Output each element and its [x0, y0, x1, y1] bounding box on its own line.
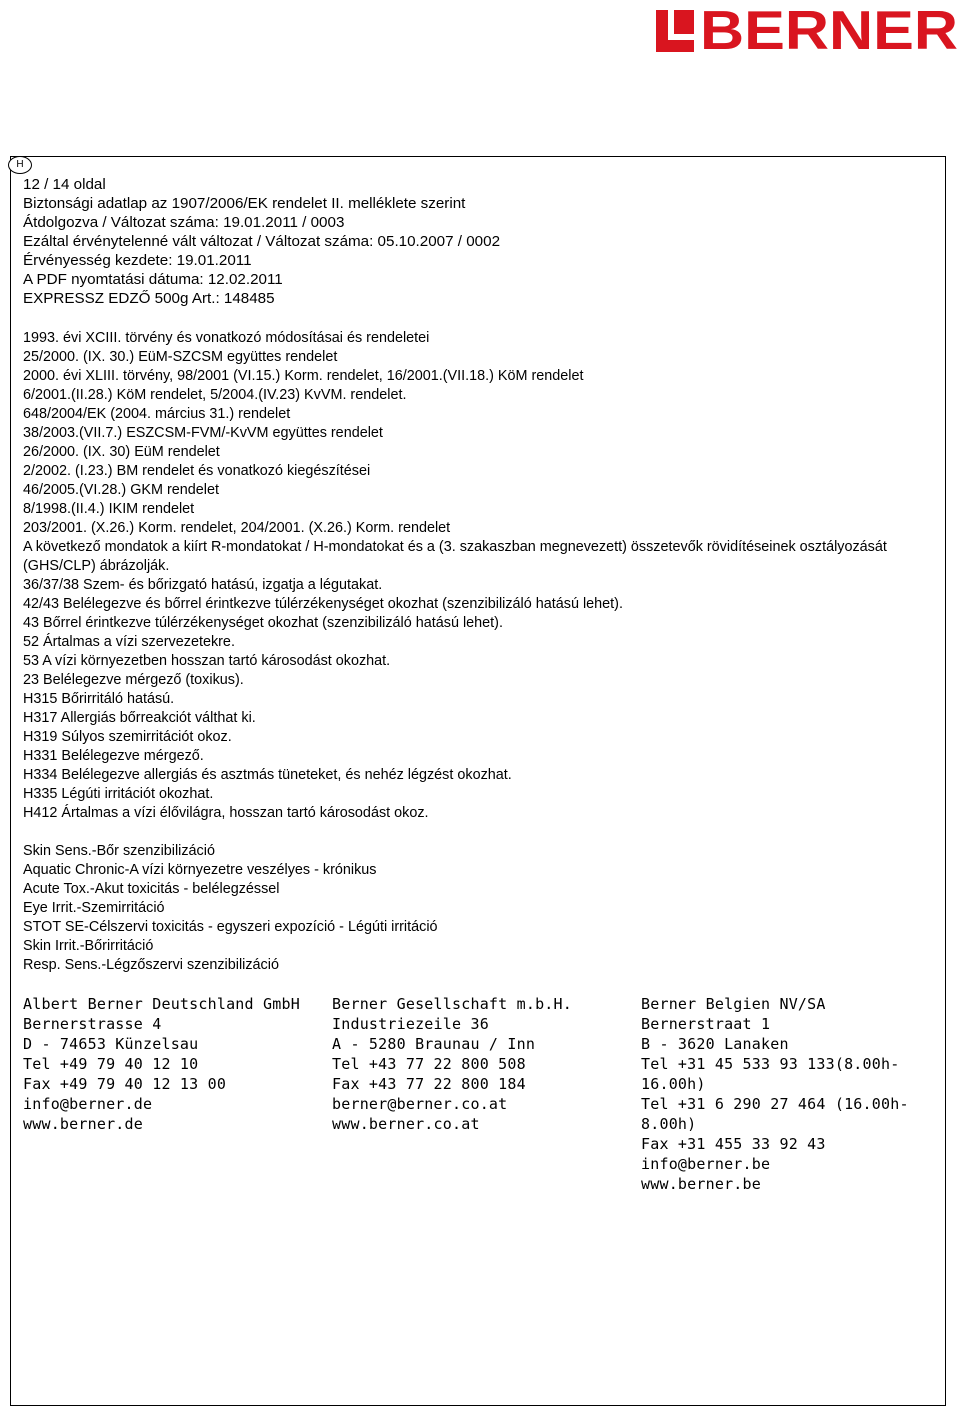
berner-logo: [656, 4, 958, 52]
abbreviation-list: [23, 842, 938, 975]
phone-hours: 16.00h): [641, 1075, 706, 1093]
law-item: 6/2001.(II.28.) KöM rendelet, 5/2004.(IV.23) KvVM. rendelet.: [23, 387, 407, 403]
law-list: [23, 329, 938, 538]
city: D - 74653 Künzelsau: [23, 1035, 199, 1053]
document-header: [23, 175, 500, 308]
svg-text:BERNER: BERNER: [700, 4, 958, 52]
phrase-item: 53 A vízi környezetben hosszan tartó károsodást okozhat.: [23, 653, 391, 669]
abbreviation-item: Resp. Sens.-Légzőszervi szenzibilizáció: [23, 957, 279, 973]
phrase-item: 52 Ártalmas a vízi szervezetekre.: [23, 634, 235, 650]
abbreviation-item: Skin Sens.-Bőr szenzibilizáció: [23, 843, 215, 859]
document-title: Biztonsági adatlap az 1907/2006/EK rendelet II. melléklete szerint: [23, 195, 466, 212]
contact-austria: [332, 994, 632, 1134]
email: berner@berner.co.at: [332, 1095, 508, 1113]
law-item: 648/2004/EK (2004. március 31.) rendelet: [23, 406, 291, 422]
page-number: 12 / 14 oldal: [23, 176, 106, 193]
superseded-line: Ezáltal érvénytelenné vált változat / Változat száma: 05.10.2007 / 0002: [23, 233, 501, 250]
company-name: Berner Gesellschaft m.b.H.: [332, 995, 572, 1013]
phone: Tel +31 45 533 93 133(8.00h-: [641, 1055, 900, 1073]
phrases-intro: A következő mondatok a kiírt R-mondatokat / H-mondatokat és a (3. szakaszban megnevezett) összetevők rövidítéseinek osztályozását (GHS/CLP) ábrázolják.: [23, 539, 887, 574]
email: info@berner.be: [641, 1155, 771, 1173]
abbreviation-item: Skin Irrit.-Bőrirritáció: [23, 938, 154, 954]
phrase-item: H334 Belélegezve allergiás és asztmás tüneteket, és nehéz légzést okozhat.: [23, 767, 512, 783]
fax: Fax +43 77 22 800 184: [332, 1075, 526, 1093]
phone-hours: 8.00h): [641, 1115, 697, 1133]
phrase-item: H412 Ártalmas a vízi élővilágra, hosszan tartó károsodást okoz.: [23, 805, 429, 821]
law-item: 2000. évi XLIII. törvény, 98/2001 (VI.15.) Korm. rendelet, 16/2001.(VII.18.) KöM rendelet: [23, 368, 584, 384]
law-item: 38/2003.(VII.7.) ESZCSM-FVM/-KvVM együttes rendelet: [23, 425, 383, 441]
phrase-item: H317 Allergiás bőrreakciót válthat ki.: [23, 710, 256, 726]
revision-line: Átdolgozva / Változat száma: 19.01.2011 / 0003: [23, 214, 345, 231]
phone: Tel +31 6 290 27 464 (16.00h-: [641, 1095, 909, 1113]
phrase-item: 43 Bőrrel érintkezve túlérzékenységet okozhat (szenzibilizáló hatású lehet).: [23, 615, 503, 631]
street: Industriezeile 36: [332, 1015, 489, 1033]
phone: Tel +49 79 40 12 10: [23, 1055, 199, 1073]
abbreviation-item: Acute Tox.-Akut toxicitás - belélegzéssel: [23, 881, 280, 897]
phrase-item: 36/37/38 Szem- és bőrizgató hatású, izgatja a légutakat.: [23, 577, 383, 593]
abbreviation-item: Aquatic Chronic-A vízi környezetre veszélyes - krónikus: [23, 862, 377, 878]
phrase-item: 23 Belélegezve mérgező (toxikus).: [23, 672, 244, 688]
phrase-item: 42/43 Belélegezve és bőrrel érintkezve túlérzékenységet okozhat (szenzibilizáló hatású lehet).: [23, 596, 623, 612]
phone: Tel +43 77 22 800 508: [332, 1055, 526, 1073]
phrase-item: H319 Súlyos szemirritációt okoz.: [23, 729, 232, 745]
spacer: [23, 823, 938, 842]
document-body: [23, 329, 938, 975]
law-item: 203/2001. (X.26.) Korm. rendelet, 204/2001. (X.26.) Korm. rendelet: [23, 520, 451, 536]
website: www.berner.be: [641, 1175, 761, 1193]
website: www.berner.de: [23, 1115, 143, 1133]
city: A - 5280 Braunau / Inn: [332, 1035, 536, 1053]
phrase-item: H315 Bőrirritáló hatású.: [23, 691, 175, 707]
email: info@berner.de: [23, 1095, 153, 1113]
phrase-item: H331 Belélegezve mérgező.: [23, 748, 204, 764]
phrase-list: [23, 576, 938, 823]
print-date-line: A PDF nyomtatási dátuma: 12.02.2011: [23, 271, 283, 288]
product-line: EXPRESSZ EDZŐ 500g Art.: 148485: [23, 290, 275, 307]
fax: Fax +31 455 33 92 43: [641, 1135, 826, 1153]
contact-belgium: [641, 994, 941, 1194]
website: www.berner.co.at: [332, 1115, 480, 1133]
law-item: 8/1998.(II.4.) IKIM rendelet: [23, 501, 195, 517]
country-badge: H: [8, 156, 32, 174]
law-item: 25/2000. (IX. 30.) EüM-SZCSM együttes rendelet: [23, 349, 338, 365]
abbreviation-item: STOT SE-Célszervi toxicitás - egyszeri expozíció - Légúti irritáció: [23, 919, 438, 935]
law-item: 46/2005.(VI.28.) GKM rendelet: [23, 482, 219, 498]
city: B - 3620 Lanaken: [641, 1035, 789, 1053]
phrase-item: H335 Légúti irritációt okozhat.: [23, 786, 214, 802]
law-item: 1993. évi XCIII. törvény és vonatkozó módosításai és rendeletei: [23, 330, 430, 346]
valid-from-line: Érvényesség kezdete: 19.01.2011: [23, 252, 252, 269]
street: Bernerstrasse 4: [23, 1015, 162, 1033]
company-name: Albert Berner Deutschland GmbH: [23, 995, 300, 1013]
law-item: 26/2000. (IX. 30) EüM rendelet: [23, 444, 220, 460]
law-item: 2/2002. (I.23.) BM rendelet és vonatkozó kiegészítései: [23, 463, 371, 479]
company-name: Berner Belgien NV/SA: [641, 995, 826, 1013]
contact-germany: [23, 994, 323, 1134]
street: Bernerstraat 1: [641, 1015, 771, 1033]
fax: Fax +49 79 40 12 13 00: [23, 1075, 227, 1093]
abbreviation-item: Eye Irrit.-Szemirritáció: [23, 900, 165, 916]
